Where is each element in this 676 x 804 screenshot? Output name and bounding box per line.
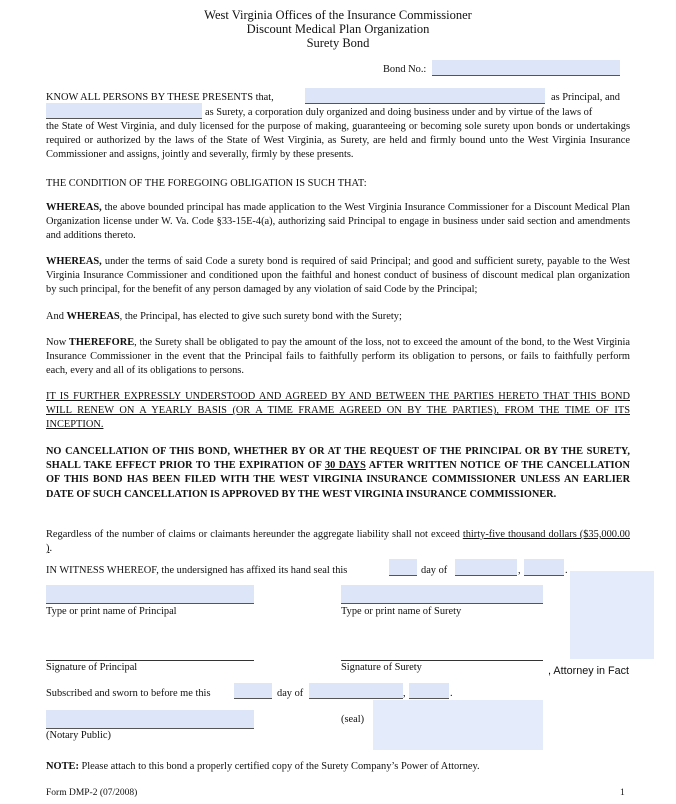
- surety-print-name-label: Type or print name of Surety: [341, 606, 462, 617]
- header-line-title: Surety Bond: [306, 36, 370, 50]
- therefore-text: , the Surety shall be obligated to pay the amount of the loss, not to exceed the amount of the bond, to the West Virginia Insurance Commissioner in the event that the Principal fails to faithfully perform its obligation to persons, or fails to faithfully perform each, every and all of its obligations to persons.: [46, 337, 630, 377]
- note-text: Please attach to this bond a properly certified copy of the Surety Company’s Power of Attorney.: [78, 761, 480, 772]
- whereas-bold-3: WHEREAS: [66, 311, 120, 322]
- surety-signature-label: Signature of Surety: [341, 662, 422, 673]
- notary-seal-box[interactable]: [373, 700, 543, 750]
- principal-print-name-label: Type or print name of Principal: [46, 606, 177, 617]
- principal-name-field[interactable]: [305, 88, 545, 104]
- header-line-program: Discount Medical Plan Organization: [246, 22, 430, 36]
- subscribed-text: Subscribed and sworn to before me this: [46, 688, 211, 699]
- therefore-paragraph: [46, 336, 630, 379]
- attorney-in-fact-label: , Attorney in Fact: [548, 665, 630, 677]
- witness-day-of-label: day of: [421, 565, 448, 576]
- cancellation-clause: [46, 445, 630, 502]
- sworn-month-field[interactable]: [309, 683, 403, 699]
- condition-heading: THE CONDITION OF THE FOREGOING OBLIGATION IS SUCH THAT:: [46, 178, 367, 189]
- witness-day-field[interactable]: [389, 559, 417, 576]
- cancellation-pre: NO CANCELLATION OF THIS BOND, WHETHER BY OR AT THE REQUEST OF THE PRINCIPAL OR BY THE SURETY, SHALL TAKE EFFECT PRIOR TO THE EXPIRATION OF: [46, 446, 630, 472]
- principal-signature-line[interactable]: [46, 660, 254, 661]
- witness-text: IN WITNESS WHEREOF, the undersigned has affixed its hand seal this: [46, 565, 348, 576]
- principal-print-name-field[interactable]: [46, 585, 254, 604]
- sworn-day-of-label: day of: [277, 688, 304, 699]
- cancellation-days: 30 DAYS: [324, 460, 366, 472]
- sworn-comma: ,: [403, 688, 406, 699]
- surety-signature-line[interactable]: [341, 660, 543, 661]
- sworn-period: .: [450, 688, 453, 699]
- liability-post: .: [49, 543, 53, 555]
- whereas-bold-1: WHEREAS,: [46, 202, 102, 213]
- know-all-text: KNOW ALL PERSONS BY THESE PRESENTS that,: [46, 92, 274, 103]
- notary-signature-field[interactable]: [46, 710, 254, 729]
- whereas-pre-3: And: [46, 311, 67, 322]
- surety-name-field[interactable]: [46, 103, 202, 119]
- whereas-paragraph-2: [46, 255, 630, 298]
- bond-no-label: Bond No.:: [383, 64, 427, 75]
- witness-year-field[interactable]: [524, 559, 564, 576]
- as-surety-text: as Surety, a corporation duly organized and doing business under and by virtue of the laws of: [205, 107, 593, 118]
- header-line-agency: West Virginia Offices of the Insurance Commissioner: [204, 8, 472, 22]
- seal-label: (seal): [341, 714, 365, 725]
- bond-no-field[interactable]: [432, 60, 620, 76]
- witness-period: .: [565, 565, 568, 576]
- notary-public-label: (Notary Public): [46, 730, 111, 741]
- as-principal-text: as Principal, and: [551, 92, 620, 103]
- whereas-text-2: under the terms of said Code a surety bond is required of said Principal; and good and sufficient surety, payable to the West Virginia Insurance Commissioner and conditioned upon the faithful and honest conduct of business of discount medical plan organization by such principal, for the benefit of any person damaged by any violation of said Code by the Principal;: [46, 256, 630, 296]
- sworn-day-field[interactable]: [234, 683, 272, 699]
- know-all-paragraph: the State of West Virginia, and duly licensed for the purpose of making, guaranteeing or becoming sole surety upon bonds or undertakings required or authorized by the laws of the State of West Virginia, as Surety, are held and firmly bound unto the West Virginia Insurance Commissioner and assigns, jointly and severally, firmly by these presents.: [46, 121, 630, 161]
- corporate-seal-box[interactable]: [570, 571, 654, 659]
- principal-signature-label: Signature of Principal: [46, 662, 138, 673]
- page-number: 1: [620, 788, 625, 798]
- liability-amount: thirty-five thousand dollars ($35,000.00 ): [46, 529, 630, 555]
- whereas-text-3: , the Principal, has elected to give such surety bond with the Surety;: [119, 311, 402, 322]
- surety-print-name-field[interactable]: [341, 585, 543, 604]
- sworn-year-field[interactable]: [409, 683, 449, 699]
- form-number: Form DMP-2 (07/2008): [46, 788, 138, 798]
- liability-pre: Regardless of the number of claims or claimants hereunder the aggregate liability shall not exceed: [46, 529, 463, 540]
- whereas-bold-2: WHEREAS,: [46, 256, 102, 267]
- cancellation-post: AFTER WRITTEN NOTICE OF THE CANCELLATION OF THIS BOND HAS BEEN FILED WITH THE WEST VIRGINIA INSURANCE COMMISSIONER UNLESS AN EARLIER DATE OF SUCH CANCELLATION IS APPROVED BY THE WEST VIRGINIA INSURANCE COMMISSIONER.: [46, 460, 630, 500]
- witness-month-field[interactable]: [455, 559, 517, 576]
- note-bold: NOTE:: [46, 761, 79, 772]
- witness-comma: ,: [518, 565, 521, 576]
- therefore-pre: Now: [46, 337, 69, 348]
- liability-paragraph: [46, 528, 630, 556]
- note-line: [46, 761, 480, 773]
- therefore-bold: THEREFORE: [68, 337, 135, 348]
- renewal-clause: IT IS FURTHER EXPRESSLY UNDERSTOOD AND AGREED BY AND BETWEEN THE PARTIES HERETO THAT THIS BOND WILL RENEW ON A YEARLY BASIS (OR A TIME FRAME AGREED ON BY THE PARTIES), FROM THE TIME OF ITS INCEPTION.: [46, 391, 630, 431]
- whereas-paragraph-1: [46, 201, 630, 244]
- whereas-paragraph-3: [46, 310, 630, 324]
- whereas-text-1: the above bounded principal has made application to the West Virginia Insurance Commissioner for a Discount Medical Plan Organization license under W. Va. Code §33-15E-4(a), authorizing said Principal to engage in business under said section and amendments and additions thereto.: [46, 202, 630, 242]
